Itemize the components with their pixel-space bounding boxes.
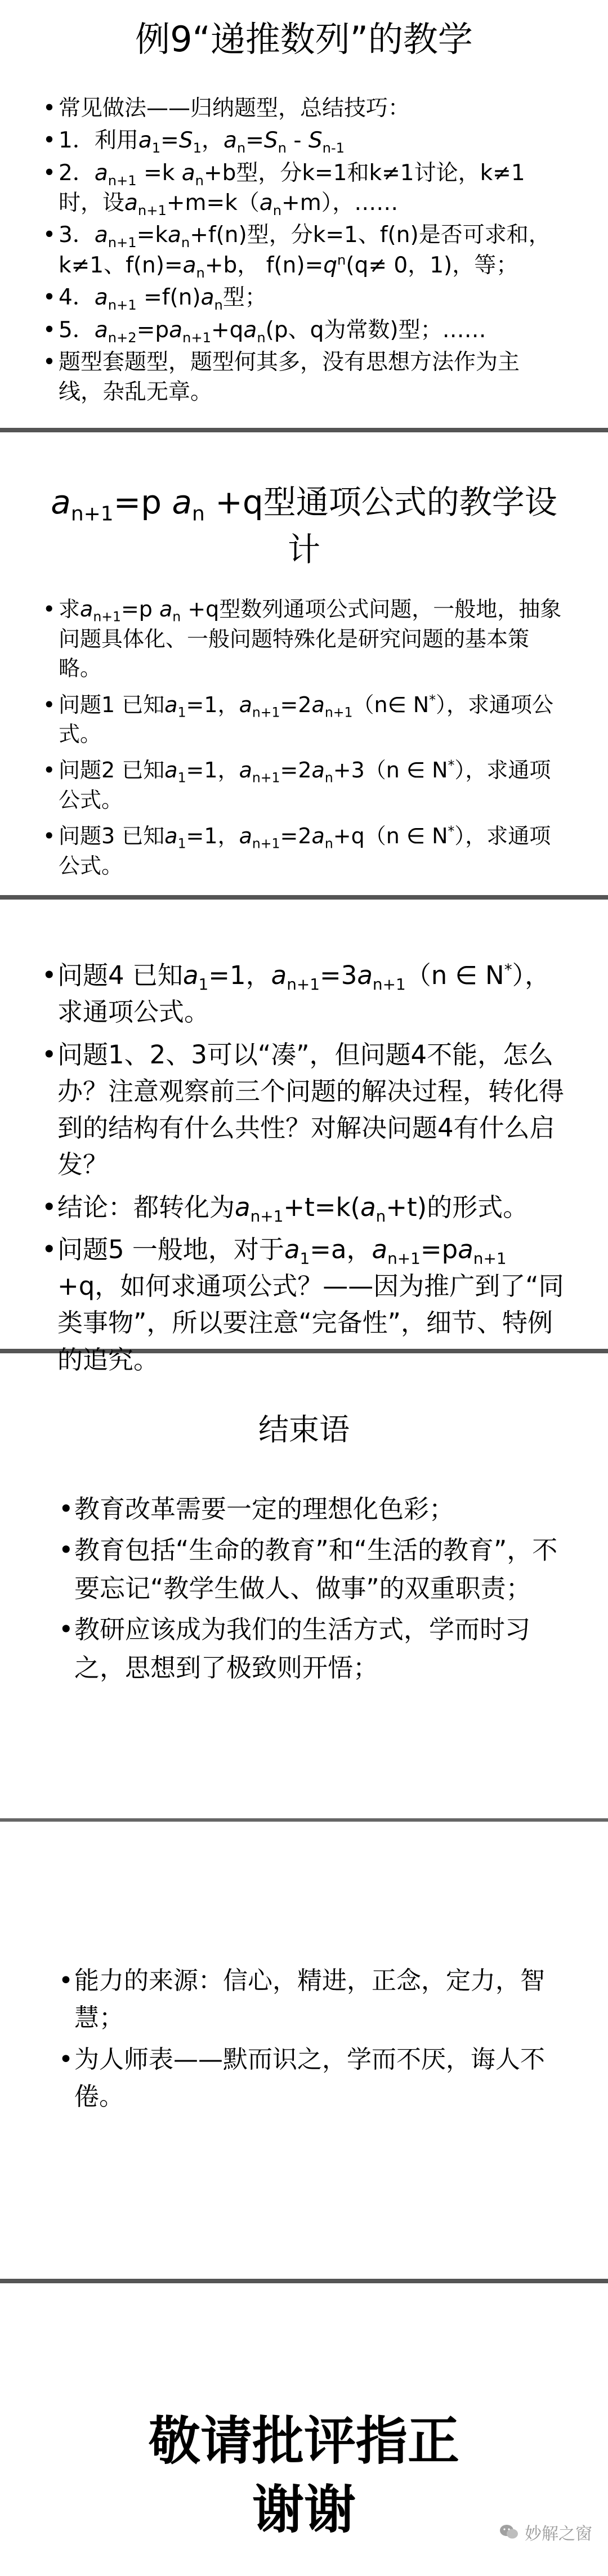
slide-title: [0, 478, 608, 573]
slide-title: 结束语: [258, 1412, 350, 1447]
list-item: • 2．$a_{n+1} =k$ $a_n+b$型，分k=1和k≠1讨论，k≠1 时，设$a_{n+1}+m=k(a_n+m)$，……: [59, 158, 554, 218]
slide-2: [0, 432, 608, 895]
list-item: • 问题1 已知$a_1=1$，$a_{n+1}=2a_{n+1}(n\in$ N*），求通项公式。: [59, 690, 565, 749]
list-item: • 教研应该成为我们的生活方式，学而时习之，思想到了极致则开悟；: [74, 1611, 564, 1687]
list-item: • 1．利用$a_1=S_1$，$a_n=S_n - S_{n-1}$: [59, 126, 554, 155]
title-line: $a_{n+1}=p$ $a_n +q$型通项公式的教学设: [51, 483, 557, 526]
list-item: • 3．$a_{n+1}=ka_n+f(n)$型，分k=1、f(n)是否可求和，k≠1、$f(n)=a_n+b$， $f(n)=q^n(q\ne 0$，1)，等；: [59, 220, 554, 280]
wechat-icon: [499, 2524, 519, 2541]
watermark-text: 妙解之窗: [525, 2524, 592, 2544]
list-item: • 能力的来源：信心，精进，正念，定力，智慧；: [74, 1962, 558, 2037]
slide-4: [0, 1353, 608, 1818]
list-item: • 问题1、2、3可以“凑”，但问题4不能，怎么办？注意观察前三个问题的解决过程，转化得到的结构有什么共性？对解决问题4有什么启发？: [57, 1036, 564, 1183]
bullet-list: [74, 1490, 564, 1687]
slide-divider: [0, 2279, 608, 2283]
list-item: • 为人师表——默而识之，学而不厌，诲人不倦。: [74, 2041, 558, 2116]
list-item: • 结论：都转化为$a_{n+1}+t=k(a_n+t)$的形式。: [57, 1189, 564, 1226]
list-item: • 4．$a_{n+1} =f(n)a_n$型；: [59, 283, 554, 312]
bullet-list: [74, 1962, 558, 2116]
list-item: • 求$a_{n+1}=p$ $a_n +q$型数列通项公式问题，一般地，抽象问题具体化、一般问题特殊化是研究问题的基本策略。: [59, 594, 565, 683]
list-item: • 问题5 一般地，对于$a_1=a$，$a_{n+1}=pa_{n+1} +q$，如何求通项公式？——因为推广到了“同类事物”，所以要注意“完备性”，细节、特例的追究。: [57, 1231, 564, 1378]
closing-line: 谢谢: [252, 2480, 356, 2541]
watermark: [499, 2520, 592, 2544]
closing-line: 敬请批评指正: [148, 2411, 459, 2471]
list-item: • 教育改革需要一定的理想化色彩；: [74, 1490, 564, 1528]
list-item: • 问题2 已知$a_1=1$，$a_{n+1}=2a_n+3(n$ ∈ N*），求通项公式。: [59, 755, 565, 815]
slide-title: 例9“递推数列”的教学: [135, 19, 473, 60]
title-line: 计: [287, 530, 320, 569]
list-item: • 问题3 已知$a_1=1$，$a_{n+1}=2a_n+q(n$ ∈ N*），求通项公式。: [59, 821, 565, 880]
bullet-list: [59, 594, 565, 880]
slide-1: [0, 0, 608, 428]
bullet-list: [59, 93, 554, 408]
list-item: • 5．$a_{n+2}=pa_{n+1}+qa_n(p$、q为常数)型；……: [59, 315, 554, 345]
bullet-list: [57, 957, 564, 1378]
slide-divider: [0, 428, 608, 432]
slide-3: [0, 900, 608, 1375]
slide-divider: [0, 895, 608, 900]
list-item: • 教育包括“生命的教育”和“生活的教育”，不要忘记“教学生做人、做事”的双重职责；: [74, 1531, 564, 1607]
list-item: • 问题4 已知$a_1=1$，$a_{n+1}=3a_{n+1}(n$ ∈ N*），求通项公式。: [57, 957, 564, 1031]
slide-5: [0, 1822, 608, 2279]
slide-6: [0, 2283, 608, 2576]
list-item: • 常见做法——归纳题型，总结技巧：: [59, 93, 554, 123]
list-item: • 题型套题型，题型何其多，没有思想方法作为主线，杂乱无章。: [59, 347, 554, 408]
